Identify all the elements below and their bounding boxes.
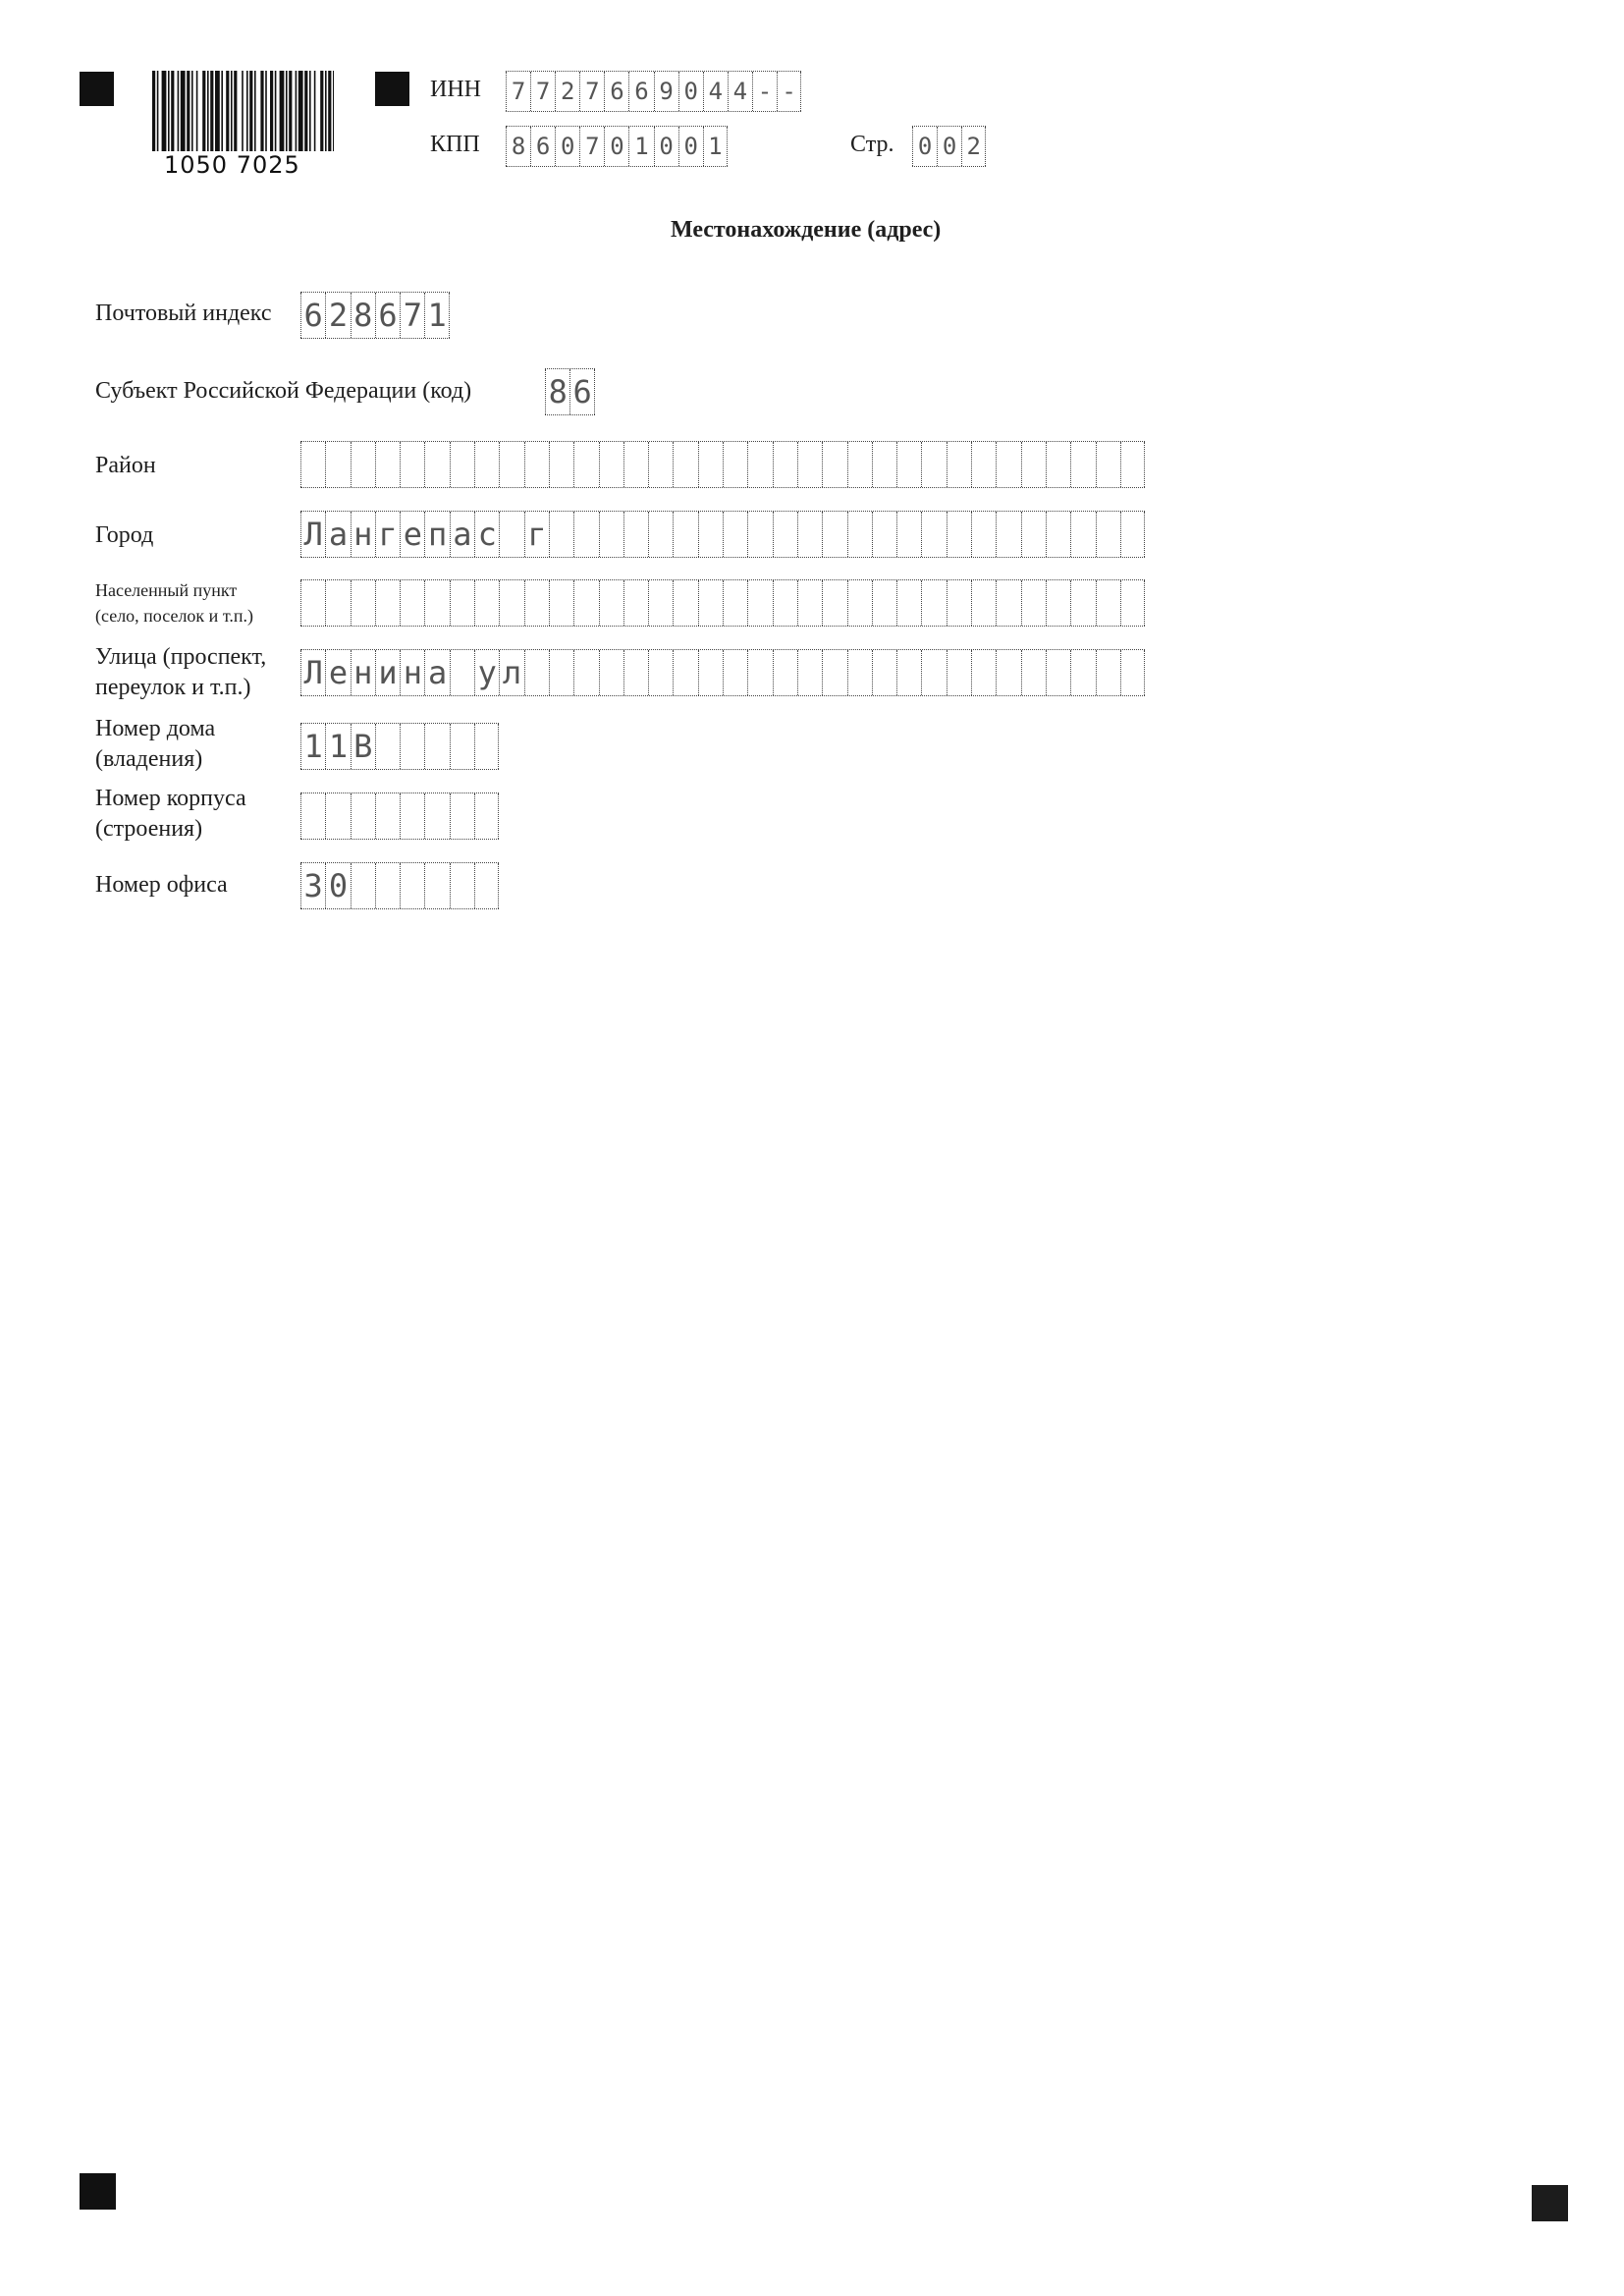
char-cell[interactable]: с <box>474 512 499 557</box>
char-cell[interactable]: у <box>474 650 499 695</box>
char-cell[interactable] <box>773 580 797 626</box>
char-cell[interactable] <box>747 512 772 557</box>
char-cell: 7 <box>579 72 604 111</box>
char-cell[interactable] <box>872 512 896 557</box>
char-cell[interactable] <box>549 580 573 626</box>
street-cells[interactable] <box>300 649 1145 696</box>
char-cell[interactable]: а <box>325 512 350 557</box>
char-cell[interactable] <box>499 442 523 487</box>
char-cell[interactable] <box>351 580 375 626</box>
char-cell[interactable] <box>424 442 449 487</box>
inn-label: ИНН <box>430 77 481 102</box>
district-label: Район <box>95 453 156 478</box>
char-cell[interactable] <box>847 580 872 626</box>
char-cell[interactable] <box>623 442 648 487</box>
page-number-cells <box>912 126 986 167</box>
char-cell[interactable]: н <box>351 512 375 557</box>
char-cell[interactable] <box>325 793 350 839</box>
char-cell[interactable] <box>747 650 772 695</box>
char-cell[interactable] <box>499 512 523 557</box>
char-cell[interactable] <box>921 580 946 626</box>
char-cell[interactable]: г <box>375 512 400 557</box>
char-cell[interactable] <box>325 442 350 487</box>
char-cell[interactable] <box>351 793 375 839</box>
char-cell[interactable] <box>573 580 598 626</box>
char-cell[interactable] <box>549 512 573 557</box>
char-cell: 7 <box>579 127 604 166</box>
barcode-bar <box>181 71 186 151</box>
char-cell[interactable] <box>573 650 598 695</box>
barcode-bar <box>221 71 223 151</box>
char-cell[interactable] <box>648 512 673 557</box>
char-cell[interactable]: 1 <box>325 724 350 769</box>
char-cell[interactable]: г <box>524 512 549 557</box>
char-cell[interactable] <box>623 580 648 626</box>
char-cell[interactable] <box>822 442 846 487</box>
char-cell[interactable] <box>996 512 1020 557</box>
barcode-bar <box>249 71 252 151</box>
char-cell[interactable] <box>673 650 697 695</box>
char-cell[interactable] <box>921 650 946 695</box>
char-cell[interactable] <box>872 650 896 695</box>
city-cells[interactable] <box>300 511 1145 558</box>
char-cell[interactable] <box>1070 650 1095 695</box>
barcode-bar <box>333 71 334 151</box>
office-label: Номер офиса <box>95 872 228 898</box>
inn-cells <box>506 71 801 112</box>
char-cell[interactable]: 1 <box>300 724 325 769</box>
char-cell[interactable]: 0 <box>325 863 350 908</box>
char-cell[interactable] <box>1120 650 1145 695</box>
barcode-bar <box>178 71 180 151</box>
char-cell[interactable] <box>524 650 549 695</box>
char-cell[interactable]: 7 <box>400 293 424 338</box>
char-cell[interactable] <box>599 442 623 487</box>
char-cell[interactable] <box>1021 650 1046 695</box>
char-cell[interactable] <box>351 863 375 908</box>
char-cell[interactable] <box>450 724 474 769</box>
char-cell[interactable] <box>1046 442 1070 487</box>
char-cell[interactable] <box>1021 512 1046 557</box>
char-cell[interactable] <box>424 863 449 908</box>
char-cell[interactable] <box>847 442 872 487</box>
char-cell[interactable] <box>524 442 549 487</box>
char-cell[interactable] <box>400 442 424 487</box>
char-cell[interactable] <box>797 580 822 626</box>
char-cell: 0 <box>555 127 579 166</box>
barcode-bar <box>328 71 331 151</box>
char-cell[interactable] <box>351 442 375 487</box>
char-cell[interactable]: н <box>400 650 424 695</box>
char-cell[interactable] <box>773 442 797 487</box>
char-cell: - <box>777 72 801 111</box>
office-cells[interactable] <box>300 862 499 909</box>
barcode-bar <box>152 71 155 151</box>
char-cell[interactable] <box>1120 580 1145 626</box>
building-label-line1: Номер корпуса <box>95 786 246 811</box>
barcode-number: 1050 7025 <box>164 151 300 179</box>
barcode-bar <box>254 71 256 151</box>
char-cell[interactable] <box>400 863 424 908</box>
char-cell[interactable] <box>573 512 598 557</box>
barcode-bar <box>309 71 311 151</box>
barcode-bar <box>325 71 327 151</box>
section-title: Местонахождение (адрес) <box>671 217 942 243</box>
region-code-label: Субъект Российской Федерации (код) <box>95 378 472 404</box>
char-cell[interactable]: 6 <box>375 293 400 338</box>
char-cell[interactable] <box>1070 512 1095 557</box>
char-cell[interactable]: е <box>400 512 424 557</box>
char-cell[interactable] <box>375 793 400 839</box>
barcode-bar <box>207 71 209 151</box>
char-cell[interactable] <box>947 512 971 557</box>
barcode-bar <box>168 71 170 151</box>
char-cell[interactable] <box>747 442 772 487</box>
locality-label-line2: (село, поселок и т.п.) <box>95 606 253 626</box>
barcode-bar <box>215 71 220 151</box>
char-cell[interactable] <box>375 580 400 626</box>
house-cells[interactable] <box>300 723 499 770</box>
char-cell[interactable] <box>698 580 723 626</box>
char-cell[interactable] <box>375 442 400 487</box>
char-cell: 2 <box>961 127 986 166</box>
barcode-bar <box>246 71 248 151</box>
char-cell[interactable] <box>773 512 797 557</box>
barcode-bar <box>231 71 233 151</box>
char-cell[interactable] <box>996 580 1020 626</box>
char-cell[interactable] <box>1046 512 1070 557</box>
char-cell[interactable] <box>450 650 474 695</box>
barcode-bar <box>320 71 323 151</box>
char-cell: 6 <box>628 72 653 111</box>
char-cell[interactable]: 2 <box>325 293 350 338</box>
char-cell[interactable] <box>921 442 946 487</box>
char-cell[interactable]: а <box>450 512 474 557</box>
char-cell: 0 <box>654 127 678 166</box>
char-cell[interactable]: л <box>499 650 523 695</box>
char-cell[interactable] <box>673 512 697 557</box>
char-cell[interactable] <box>450 793 474 839</box>
char-cell[interactable] <box>971 650 996 695</box>
char-cell[interactable] <box>599 512 623 557</box>
char-cell[interactable] <box>896 442 921 487</box>
char-cell[interactable] <box>474 863 499 908</box>
barcode-bar <box>280 71 285 151</box>
street-label-line2: переулок и т.п.) <box>95 675 251 700</box>
barcode-bar <box>171 71 174 151</box>
char-cell: 0 <box>678 72 703 111</box>
char-cell[interactable]: 3 <box>300 863 325 908</box>
city-label: Город <box>95 522 154 548</box>
char-cell[interactable] <box>474 580 499 626</box>
char-cell[interactable] <box>375 863 400 908</box>
char-cell[interactable] <box>797 512 822 557</box>
char-cell[interactable]: В <box>351 724 375 769</box>
char-cell[interactable] <box>971 512 996 557</box>
char-cell[interactable] <box>400 793 424 839</box>
registration-marker-bottom-right <box>1532 2185 1568 2221</box>
barcode-bar <box>298 71 303 151</box>
building-label-line2: (строения) <box>95 816 203 842</box>
char-cell: 6 <box>530 127 555 166</box>
char-cell[interactable] <box>872 442 896 487</box>
barcode-bar <box>242 71 244 151</box>
char-cell[interactable] <box>474 442 499 487</box>
char-cell[interactable] <box>822 512 846 557</box>
char-cell[interactable] <box>1021 580 1046 626</box>
locality-cells[interactable] <box>300 579 1145 627</box>
char-cell[interactable] <box>524 580 549 626</box>
barcode-bar <box>265 71 267 151</box>
char-cell: 0 <box>678 127 703 166</box>
barcode-bar <box>296 71 298 151</box>
barcode-bar <box>210 71 213 151</box>
barcode-bar <box>234 71 237 151</box>
building-cells[interactable] <box>300 793 499 840</box>
char-cell: 2 <box>555 72 579 111</box>
barcode-bar <box>226 71 229 151</box>
char-cell: 8 <box>506 127 530 166</box>
char-cell[interactable] <box>996 442 1020 487</box>
char-cell[interactable] <box>971 442 996 487</box>
char-cell[interactable]: 6 <box>569 369 594 414</box>
char-cell[interactable] <box>1046 580 1070 626</box>
char-cell[interactable] <box>623 512 648 557</box>
barcode-bar <box>304 71 307 151</box>
char-cell[interactable] <box>698 512 723 557</box>
page-label: Стр. <box>850 132 894 157</box>
char-cell[interactable]: п <box>424 512 449 557</box>
char-cell[interactable]: 8 <box>545 369 569 414</box>
char-cell: 4 <box>728 72 752 111</box>
registration-marker-top-left <box>80 72 114 106</box>
barcode-bar <box>286 71 288 151</box>
char-cell[interactable]: Л <box>300 512 325 557</box>
char-cell[interactable] <box>797 442 822 487</box>
char-cell[interactable] <box>896 650 921 695</box>
char-cell[interactable] <box>450 442 474 487</box>
kpp-cells <box>506 126 728 167</box>
char-cell[interactable] <box>847 650 872 695</box>
char-cell[interactable]: 6 <box>300 293 325 338</box>
char-cell[interactable] <box>673 442 697 487</box>
barcode-bar <box>314 71 316 151</box>
char-cell: 0 <box>912 127 937 166</box>
char-cell: 4 <box>703 72 728 111</box>
char-cell[interactable] <box>424 580 449 626</box>
char-cell[interactable] <box>599 650 623 695</box>
char-cell: 7 <box>506 72 530 111</box>
char-cell[interactable] <box>300 442 325 487</box>
house-label-line2: (владения) <box>95 746 203 772</box>
char-cell[interactable] <box>1070 442 1095 487</box>
char-cell: 1 <box>703 127 728 166</box>
char-cell[interactable] <box>723 580 747 626</box>
char-cell[interactable] <box>996 650 1020 695</box>
char-cell[interactable] <box>424 724 449 769</box>
char-cell[interactable] <box>1070 580 1095 626</box>
char-cell[interactable] <box>698 650 723 695</box>
char-cell[interactable] <box>599 580 623 626</box>
char-cell: - <box>752 72 777 111</box>
char-cell[interactable] <box>648 442 673 487</box>
district-cells[interactable] <box>300 441 1145 488</box>
barcode-bar <box>196 71 198 151</box>
char-cell[interactable] <box>549 650 573 695</box>
char-cell[interactable] <box>300 793 325 839</box>
street-label-line1: Улица (проспект, <box>95 644 267 670</box>
char-cell[interactable] <box>896 580 921 626</box>
char-cell[interactable] <box>400 580 424 626</box>
char-cell[interactable] <box>822 650 846 695</box>
barcode-bar <box>270 71 273 151</box>
locality-label-line1: Населенный пункт <box>95 580 238 600</box>
char-cell[interactable] <box>474 793 499 839</box>
barcode-bar <box>191 71 193 151</box>
barcode <box>152 71 334 181</box>
char-cell[interactable] <box>847 512 872 557</box>
char-cell[interactable] <box>797 650 822 695</box>
barcode-bars <box>152 71 334 151</box>
postal-code-cells[interactable] <box>300 292 450 339</box>
postal-code-label: Почтовый индекс <box>95 301 272 326</box>
char-cell: 1 <box>628 127 653 166</box>
kpp-label: КПП <box>430 132 480 157</box>
char-cell[interactable] <box>325 580 350 626</box>
char-cell[interactable]: 8 <box>351 293 375 338</box>
char-cell[interactable] <box>673 580 697 626</box>
char-cell[interactable] <box>648 650 673 695</box>
char-cell: 6 <box>604 72 628 111</box>
barcode-bar <box>157 71 159 151</box>
char-cell[interactable] <box>822 580 846 626</box>
barcode-bar <box>289 71 292 151</box>
char-cell[interactable] <box>499 580 523 626</box>
char-cell[interactable] <box>1046 650 1070 695</box>
char-cell[interactable]: Л <box>300 650 325 695</box>
char-cell[interactable] <box>1096 512 1120 557</box>
char-cell: 7 <box>530 72 555 111</box>
char-cell[interactable]: е <box>325 650 350 695</box>
char-cell[interactable] <box>723 442 747 487</box>
char-cell[interactable] <box>450 863 474 908</box>
char-cell[interactable]: а <box>424 650 449 695</box>
barcode-bar <box>260 71 263 151</box>
barcode-bar <box>202 71 205 151</box>
char-cell[interactable] <box>573 442 598 487</box>
char-cell[interactable] <box>773 650 797 695</box>
char-cell[interactable] <box>375 724 400 769</box>
char-cell: 9 <box>654 72 678 111</box>
char-cell[interactable] <box>648 580 673 626</box>
char-cell[interactable] <box>947 650 971 695</box>
char-cell[interactable] <box>424 793 449 839</box>
char-cell[interactable] <box>623 650 648 695</box>
char-cell[interactable] <box>1096 580 1120 626</box>
region-code-cells[interactable] <box>545 368 595 415</box>
registration-marker-header <box>375 72 409 106</box>
char-cell[interactable] <box>1021 442 1046 487</box>
char-cell[interactable] <box>971 580 996 626</box>
char-cell[interactable]: 1 <box>424 293 449 338</box>
char-cell[interactable] <box>723 650 747 695</box>
char-cell[interactable] <box>549 442 573 487</box>
barcode-bar <box>162 71 167 151</box>
registration-marker-bottom-left <box>80 2173 116 2210</box>
char-cell[interactable]: и <box>375 650 400 695</box>
char-cell[interactable] <box>450 580 474 626</box>
char-cell[interactable] <box>921 512 946 557</box>
char-cell[interactable] <box>947 580 971 626</box>
char-cell[interactable] <box>947 442 971 487</box>
char-cell[interactable]: н <box>351 650 375 695</box>
house-label-line1: Номер дома <box>95 716 216 741</box>
char-cell: 0 <box>604 127 628 166</box>
barcode-bar <box>275 71 277 151</box>
char-cell[interactable] <box>1120 512 1145 557</box>
char-cell[interactable] <box>1120 442 1145 487</box>
char-cell[interactable] <box>1096 442 1120 487</box>
char-cell[interactable] <box>747 580 772 626</box>
char-cell[interactable] <box>400 724 424 769</box>
char-cell[interactable] <box>723 512 747 557</box>
char-cell[interactable] <box>872 580 896 626</box>
barcode-bar <box>187 71 189 151</box>
char-cell[interactable] <box>1096 650 1120 695</box>
char-cell[interactable] <box>474 724 499 769</box>
char-cell: 0 <box>937 127 961 166</box>
char-cell[interactable] <box>896 512 921 557</box>
char-cell[interactable] <box>698 442 723 487</box>
char-cell[interactable] <box>300 580 325 626</box>
